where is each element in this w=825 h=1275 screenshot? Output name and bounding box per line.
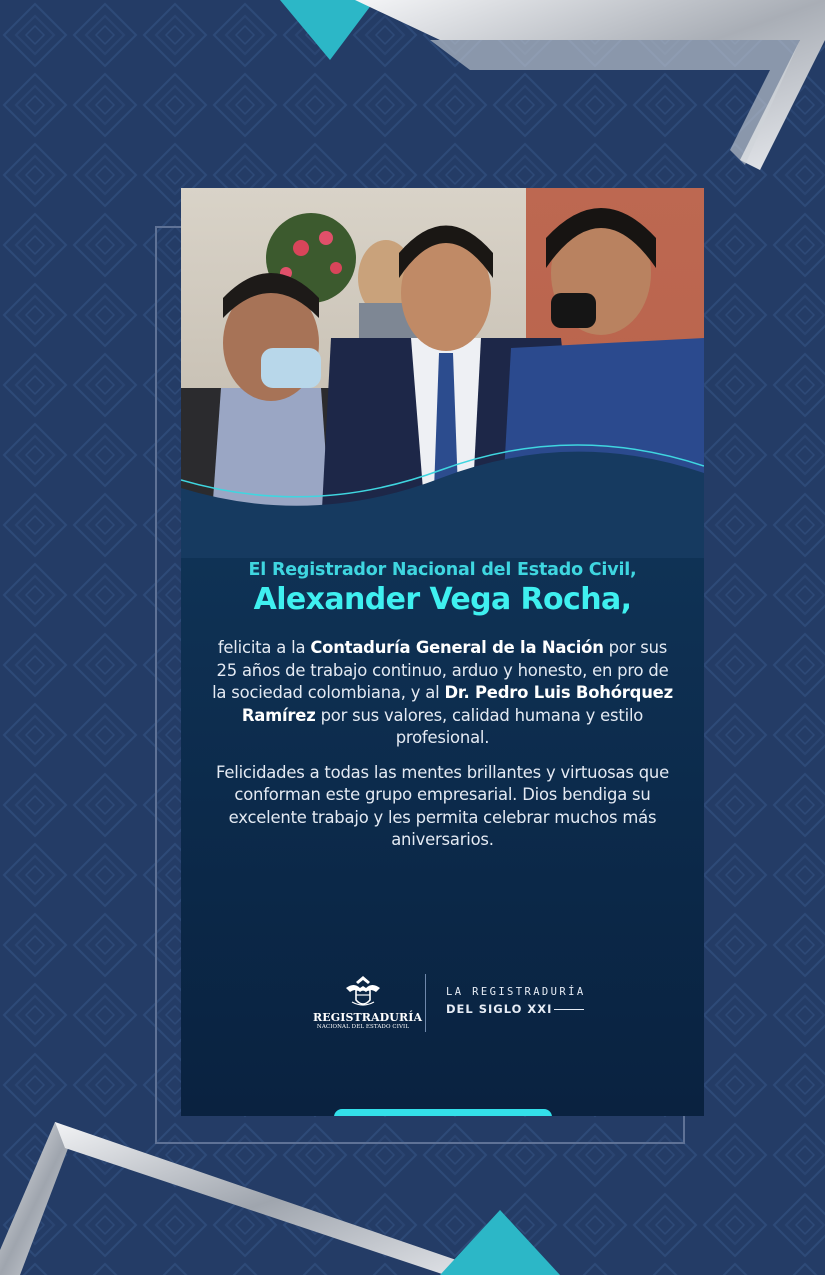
siglo-xxi-text: DEL SIGLO XXI xyxy=(446,1002,553,1016)
registraduria-word: REGISTRADURÍA xyxy=(313,1011,423,1024)
logos-row xyxy=(181,968,704,1038)
post-card xyxy=(181,188,704,1116)
coat-of-arms-icon xyxy=(342,974,384,1010)
p1-lead: felicita a la xyxy=(217,638,311,657)
p1-org: Contaduría General de la Nación xyxy=(310,638,604,657)
logo-divider xyxy=(425,974,426,1032)
la-registraduria-text: LA REGISTRADURÍA xyxy=(446,986,586,998)
p1-tail: por sus valores, calidad humana y estilo profesional. xyxy=(315,705,644,747)
registraduria-sub: NACIONAL DEL ESTADO CIVIL xyxy=(316,1024,410,1030)
message-text xyxy=(181,560,704,852)
top-decoration xyxy=(0,0,825,200)
cyan-accent-bar xyxy=(334,1109,552,1116)
siglo-xxi-logo xyxy=(446,986,586,1016)
subtitle: El Registrador Nacional del Estado Civil, xyxy=(248,560,637,580)
wave-divider xyxy=(181,418,704,558)
siglo-xxi-row xyxy=(446,1002,586,1016)
paragraph-2: Felicidades a todas las mentes brillantes y virtuosas que conforman este grupo empresarial. Dios bendiga su excelente trabajo y les permita celebrar muchos más aniversarios. xyxy=(216,762,669,849)
registraduria-logo xyxy=(313,974,423,1030)
paragraph-1 xyxy=(209,637,676,750)
p1-middle: por sus 25 años de trabajo continuo, arduo y honesto, en pro de la sociedad colombiana, y al xyxy=(212,638,669,702)
underline-dash xyxy=(554,1009,584,1010)
p1-person: Dr. Pedro Luis Bohórquez Ramírez xyxy=(241,683,673,725)
person-name: Alexander Vega Rocha, xyxy=(253,582,632,617)
